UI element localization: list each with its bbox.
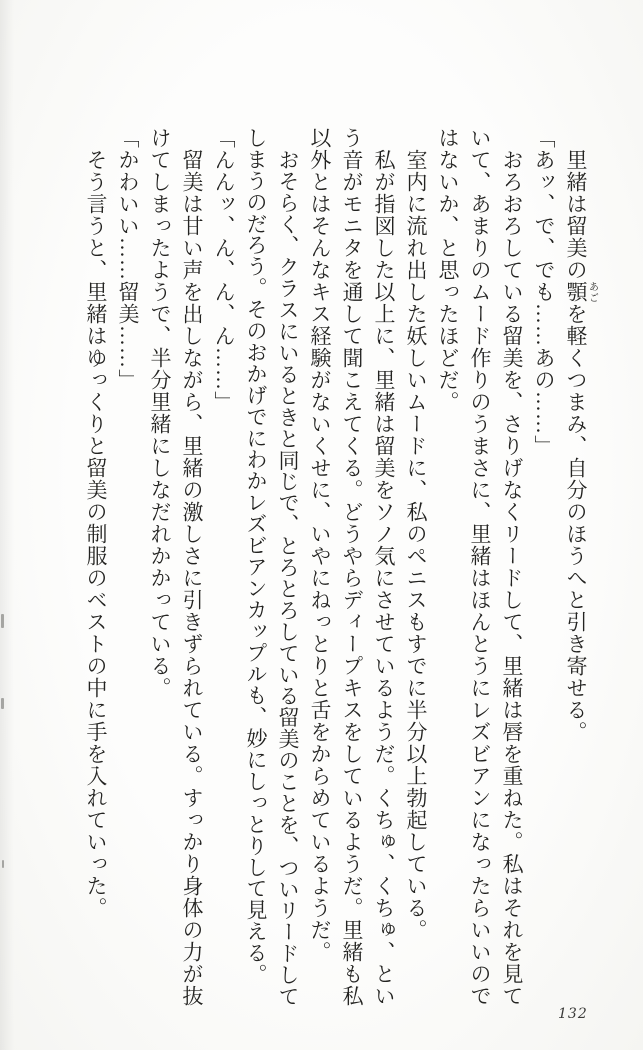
narration-paragraph: おろおろしている留美を、さりげなくリードして、里緒は唇を重ねた。私はそれを見ていて、あまりのムード作りのうまさに、里緒はほんとうにレズビアンになったらいいのではないか、と思ったほどだ。 [436, 127, 524, 1007]
narration-paragraph: 私が指図した以上に、里緒は留美をソノ気にさせているようだ。くちゅ、くちゅ、という音がモニタを通して聞こえてくる。どうやらディープキスをしているようだ。里緒も私以外とはそんなキス経験がないくせに、いやにねっとりと舌をからめているようだ。 [308, 127, 396, 1007]
narration-paragraph: そう言うと、里緒はゆっくりと留美の制服のベストの中に手を入れていった。 [84, 149, 108, 919]
dialogue-paragraph: 「んんッ、ん、ん、ん……」 [212, 127, 236, 413]
dialogue-paragraph: 「かわいい……留美……」 [116, 127, 140, 391]
scan-artifact [2, 860, 4, 868]
scan-artifact [1, 698, 4, 709]
scan-artifact [1, 614, 4, 628]
dialogue-paragraph: 「あッ、で、でも……あの……」 [532, 127, 556, 457]
furigana-ruby: 顎あご [564, 281, 598, 303]
vertical-text-body [80, 127, 597, 1009]
narration-paragraph: 留美は甘い声を出しながら、里緒の激しさに引きずられている。すっかり身体の力が抜けてしまったようで、半分里緒にしなだれかかっている。 [148, 127, 204, 1007]
narration-paragraph: 里緒は留美の顎あごを軽くつまみ、自分のほうへと引き寄せる。 [564, 149, 598, 743]
binding-shadow [0, 0, 14, 1050]
narration-paragraph: おそらく、クラスにいるときと同じで、とろとろしている留美のことを、ついリードしてしまうのだろう。そのおかげでにわかレズビアンカップルも、妙にしっとりして見える。 [244, 127, 300, 1007]
narration-paragraph: 室内に流れ出した妖しいムードに、私のペニスもすでに半分以上勃起している。 [404, 149, 428, 941]
page-number: 132 [558, 1006, 588, 1022]
